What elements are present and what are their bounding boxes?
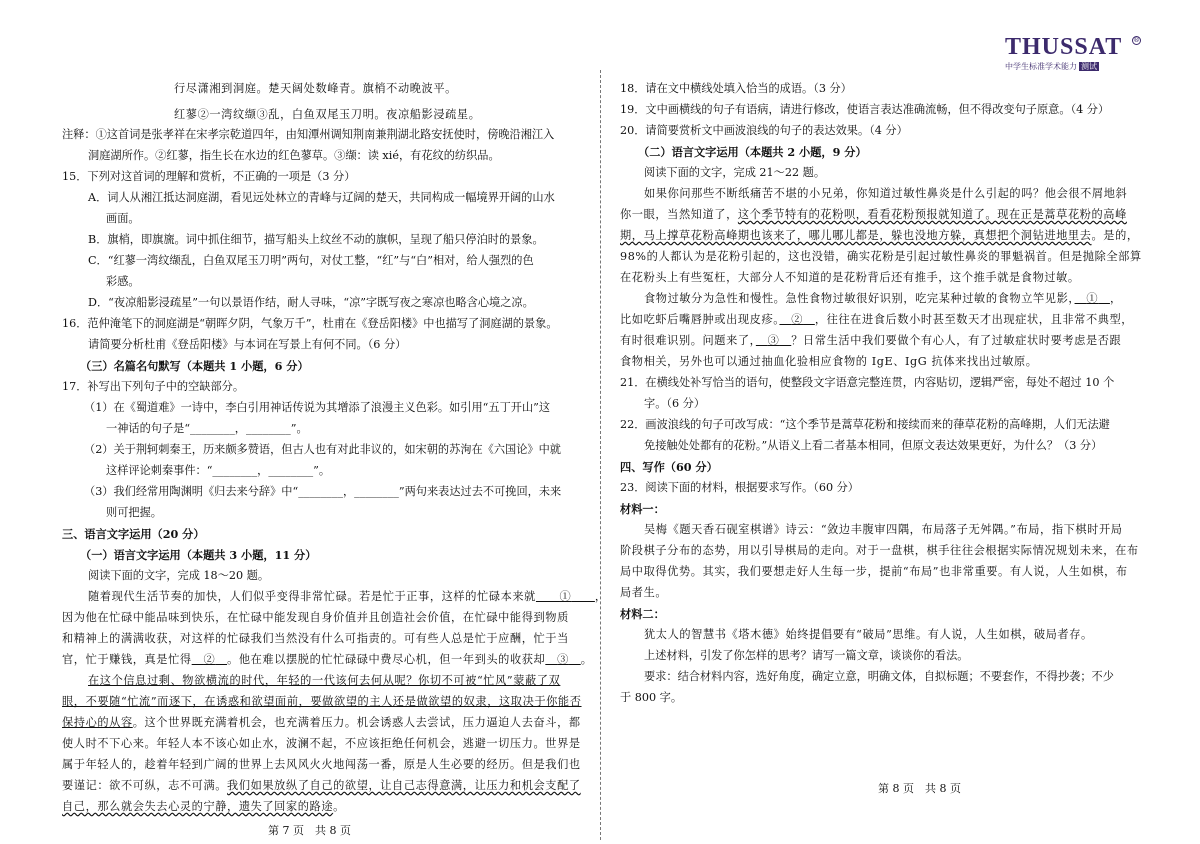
q15-option-d: D．“夜凉船影浸疏星”一句以景语作结，耐人寻味，“凉”字既写夜之寒凉也略含心境之凉。 (88, 296, 534, 309)
passage-2-text: 食物过敏分为急性和慢性。急性食物过敏很好识别，吃完某种过敏的食物立竿见影， (644, 292, 1075, 305)
question-22-cont: 免接触处处都有的花粉。”从语义上看二者基本相同，但原文表达效果更好，为什么？（3 分） (644, 439, 1103, 452)
passage-2-text: 比如吃虾后嘴唇肿或出现皮疹。 (620, 313, 780, 326)
passage-1-text: 要谨记：欲不可纵，志不可满。 (62, 779, 228, 792)
part-4-heading: 四、写作（60 分） (620, 460, 718, 474)
passage-1-text: 随着现代生活节奏的加快，人们似乎变得非常忙碌。若是忙于正事，这样的忙碌本来就 (88, 590, 536, 603)
q17-item-1: （1）在《蜀道难》一诗中，李白引用神话传说为其增添了浪漫主义色彩。如引用“五丁开山”这 (84, 401, 551, 414)
note-line-2: 洞庭湖所作。②红蓼，指生长在水边的红色蓼草。③缬：读 xié，有花纹的纺织品。 (88, 149, 500, 162)
passage-1-punct: 。 (333, 800, 345, 813)
blank-6-label: ③ (767, 334, 780, 347)
blank-1 (536, 590, 595, 603)
question-18: 18．请在文中横线处填入恰当的成语。（3 分） (620, 82, 852, 95)
passage-1-line-10 (62, 779, 581, 793)
passage-2-text: 有时很难识别。问题来了， (620, 334, 756, 347)
material-1-line-2: 阶段棋子分布的态势，用以引导棋局的走向。对于一盘棋，棋手往往会根据实际情况规划未来，在布 (620, 544, 1139, 557)
q17-item-1-blanks: 一神话的句子是“________，________”。 (106, 422, 308, 435)
blank-5 (779, 313, 814, 326)
q15-option-c: C．“红蓼一湾纹缬乱，白鱼双尾玉刀明”两句，对仗工整，“红”与“白”相对，给人强烈的色 (88, 254, 534, 267)
passage-1-line-4 (62, 653, 593, 667)
subsection-2-heading: （二）语言文字运用（本题共 2 小题，9 分） (638, 145, 867, 159)
underlined-sentence-2: 眼，不要随“忙流”而逐下，在诱惑和欲望面前，要做欲望的主人还是做欲望的奴隶，这取决于你能否 (62, 695, 582, 708)
q15-option-a: A．词人从湘江抵达洞庭湖，看见远处林立的青峰与辽阔的楚天，共同构成一幅境界开阔的山水 (88, 191, 555, 204)
blank-2 (192, 653, 227, 666)
page-number-right: 第 8 页 共 8 页 (878, 782, 961, 795)
passage-1-punct: 。 (580, 653, 593, 666)
passage-1-text: 官，忙于赚钱，真是忙得 (62, 653, 192, 666)
material-1-line-1: 吴梅《题天香石砚室棋谱》诗云：“敛边丰腹审四隅，布局落子无舛隅。”布局，指下棋时开局 (644, 523, 1123, 536)
passage-1-line-7 (62, 716, 581, 730)
passage-1-line-1 (88, 590, 607, 604)
question-20: 20．请简要赏析文中画波浪线的句子的表达效果。（4 分） (620, 124, 908, 137)
question-23: 23．阅读下面的材料，根据要求写作。（60 分） (620, 481, 859, 494)
logo-tag: 测试 (1081, 62, 1097, 71)
poem-line-2: 红蓼②一湾纹缬③乱，白鱼双尾玉刀明。夜凉船影浸疏星。 (174, 108, 481, 121)
passage-2-text: ，往往在进食后数小时甚至数天才出现症状，且非常不典型， (814, 313, 1134, 326)
material-2-label: 材料二： (620, 607, 665, 621)
passage-1-line-3: 和精神上的满满收获，对这样的忙碌我们当然没有什么可指责的。可有些人总是忙于应酬，忙于当 (62, 632, 569, 645)
passage-1-text: 。他在难以摆脱的忙忙碌碌中费尽心机，但一年到头的收获却 (227, 653, 546, 666)
wavy-sentence-4: 期，马上撑草花粉高峰期也该来了，哪儿哪儿都是，躲也没地方躲，真想把个洞钻进地里去 (620, 229, 1092, 242)
question-17: 17．补写出下列句子中的空缺部分。 (62, 380, 245, 393)
passage-2-text: 你一眼，当然知道了， (620, 208, 738, 221)
passage-1-text: 。这个世界既充满着机会，也充满着压力。机会诱惑人去尝试，压力逼迫人去奋斗，都 (132, 716, 581, 729)
passage-2-line-9: 食物相关，另外也可以通过抽血化验相应食物的 IgE、IgG 抗体来找出过敏原。 (620, 355, 1038, 368)
question-22: 22．画波浪线的句子可改写成：“这个季节是蒿草花粉和接续而来的葎草花粉的高峰期，人们无法避 (620, 418, 1110, 431)
blank-1-label: ① (559, 590, 572, 603)
question-19: 19．文中画横线的句子有语病，请进行修改，使语言表达准确流畅，但不得改变句子原意。（4 分） (620, 103, 1110, 116)
reading-instruction-1: 阅读下面的文字，完成 18～20 题。 (88, 569, 270, 582)
question-16-cont: 请简要分析杜甫《登岳阳楼》与本词在写景上有何不同。（6 分） (88, 338, 407, 351)
poem-line-1: 行尽潇湘到洞庭。楚天阔处数峰青。旗梢不动晚波平。 (174, 82, 457, 95)
wavy-sentence-1: 我们如果放纵了自己的欲望，让自己志得意满，让压力和机会支配了 (227, 779, 581, 792)
question-21: 21．在横线处补写恰当的语句，使整段文字语意完整连贯，内容贴切，逻辑严密，每处不超过 10 个 (620, 376, 1115, 389)
q15-option-a-cont: 画面。 (106, 212, 140, 225)
section-dictation: （三）名篇名句默写（本题共 1 小题，6 分） (80, 359, 309, 373)
passage-2-line-4: 98%的人都认为是花粉引起的，这也没错，确实花粉是引起过敏性鼻炎的罪魁祸首。但是抛除全部算 (620, 250, 1142, 263)
passage-2-punct: ， (1109, 292, 1122, 305)
subsection-1-heading: （一）语言文字运用（本题共 3 小题，11 分） (80, 548, 317, 562)
q17-item-3-cont: 则可把握。 (106, 506, 162, 519)
passage-1-line-9: 属于年轻人的，趁着年轻到广阔的世界上去风风火火地闯荡一番，原是人生必要的经历。但是我们也 (62, 758, 581, 771)
part-3-heading: 三、语言文字运用（20 分） (62, 527, 205, 541)
passage-1-line-2: 因为他在忙碌中能品味到快乐，在忙碌中能发现自身价值并且创造社会价值，在忙碌中能得到物质 (62, 611, 569, 624)
question-15: 15．下列对这首词的理解和赏析，不正确的一项是（3 分） (62, 170, 356, 183)
passage-2-line-5: 在花粉头上有些冤枉，大部分人不知道的是花粉背后还有推手，这个推手就是食物过敏。 (620, 271, 1080, 284)
reading-instruction-2: 阅读下面的文字，完成 21～22 题。 (644, 166, 826, 179)
logo-subtitle-text: 中学生标准学术能力 (1005, 62, 1077, 71)
right-page (600, 0, 1200, 844)
passage-2-text: ？日常生活中我们要做个有心人，有了过敏症状时要考虑是否跟 (791, 334, 1122, 347)
blank-4-label: ① (1086, 292, 1099, 305)
material-2-line-1: 犹太人的智慧书《塔木德》始终提倡要有“破局”思维。有人说，人生如棋，破局者存。 (644, 628, 1093, 641)
blank-6 (756, 334, 791, 347)
material-1-line-4: 局者生。 (620, 586, 668, 599)
blank-3 (545, 653, 580, 666)
prompt-line: 上述材料，引发了你怎样的思考？请写一篇文章，谈谈你的看法。 (644, 649, 969, 662)
blank-5-label: ② (791, 313, 804, 326)
blank-3-label: ③ (557, 653, 569, 666)
passage-1-line-11 (62, 800, 345, 814)
question-21-cont: 字。（6 分） (644, 397, 706, 410)
wavy-sentence-3: 这个季节特有的花粉呗，看看花粉预报就知道了。现在正是蒿草花粉的高峰 (737, 208, 1127, 221)
passage-1-line-8: 使人时不下心来。年轻人本不该心如止水，波澜不起，不应该拒绝任何机会，逃避一切压力。世界是 (62, 737, 581, 750)
logo-name: THUSSAT (1005, 34, 1123, 60)
passage-2-text: 。是的， (1091, 229, 1139, 242)
passage-2-line-7 (620, 313, 1133, 327)
question-16: 16．范仲淹笔下的洞庭湖是“朝晖夕阴，气象万千”，杜甫在《登岳阳楼》中也描写了洞庭湖的景象。 (62, 317, 558, 330)
logo-registered-mark: ® (1133, 36, 1140, 44)
q15-option-c-cont: 彩感。 (106, 275, 140, 288)
blank-2-label: ② (203, 653, 216, 666)
passage-2-line-1: 如果你问那些不断纸痛苦不堪的小兄弟，你知道过敏性鼻炎是什么引起的吗？他会很不屑地斜 (644, 187, 1128, 200)
wavy-sentence-2: 自己，那么就会失去心灵的宁静，遗失了回家的路途 (62, 800, 334, 813)
note-line-1: 注释：①这首词是张孝祥在宋孝宗乾道四年，由知潭州调知荆南兼荆湖北路安抚使时，傍晚沿湘江入 (62, 128, 555, 141)
passage-2-line-2 (620, 208, 1127, 222)
q15-option-b: B．旗梢，即旗旒。词中抓住细节，描写船头上纹丝不动的旗帜，呈现了船只停泊时的景象。 (88, 233, 544, 246)
requirements-line-1: 要求：结合材料内容，选好角度，确定立意，明确文体，自拟标题；不要套作，不得抄袭；不少 (644, 670, 1114, 683)
q17-item-2: （2）关于荆轲刺秦王，历来颇多赞语，但古人也有对此非议的，如宋朝的苏洵在《六国论》中就 (84, 443, 561, 456)
passage-2-line-3 (620, 229, 1139, 243)
requirements-line-2: 于 800 字。 (620, 691, 683, 704)
passage-1-punct: ， (594, 590, 607, 603)
q17-item-2-blanks: 这样评论刺秦事件：“________，________”。 (106, 464, 331, 477)
passage-2-line-8 (620, 334, 1121, 348)
underlined-sentence-3: 保持心的从容 (62, 716, 133, 729)
underlined-sentence-1: 在这个信息过剩、物欲横流的时代，年轻的一代该何去何从呢？你切不可被“忙风”蒙蔽了双 (88, 674, 561, 687)
material-1-line-3: 局中取得优势。其实，我们要想走好人生每一步，提前“布局”也非常重要。有人说，人生如棋，布 (620, 565, 1128, 578)
page-number-left: 第 7 页 共 8 页 (268, 824, 351, 837)
material-1-label: 材料一： (620, 502, 665, 516)
q17-item-3: （3）我们经常用陶渊明《归去来兮辞》中“________，________”两句来表达过去不可挽回，未来 (84, 485, 562, 498)
passage-2-line-6 (644, 292, 1122, 306)
blank-4 (1075, 292, 1110, 305)
